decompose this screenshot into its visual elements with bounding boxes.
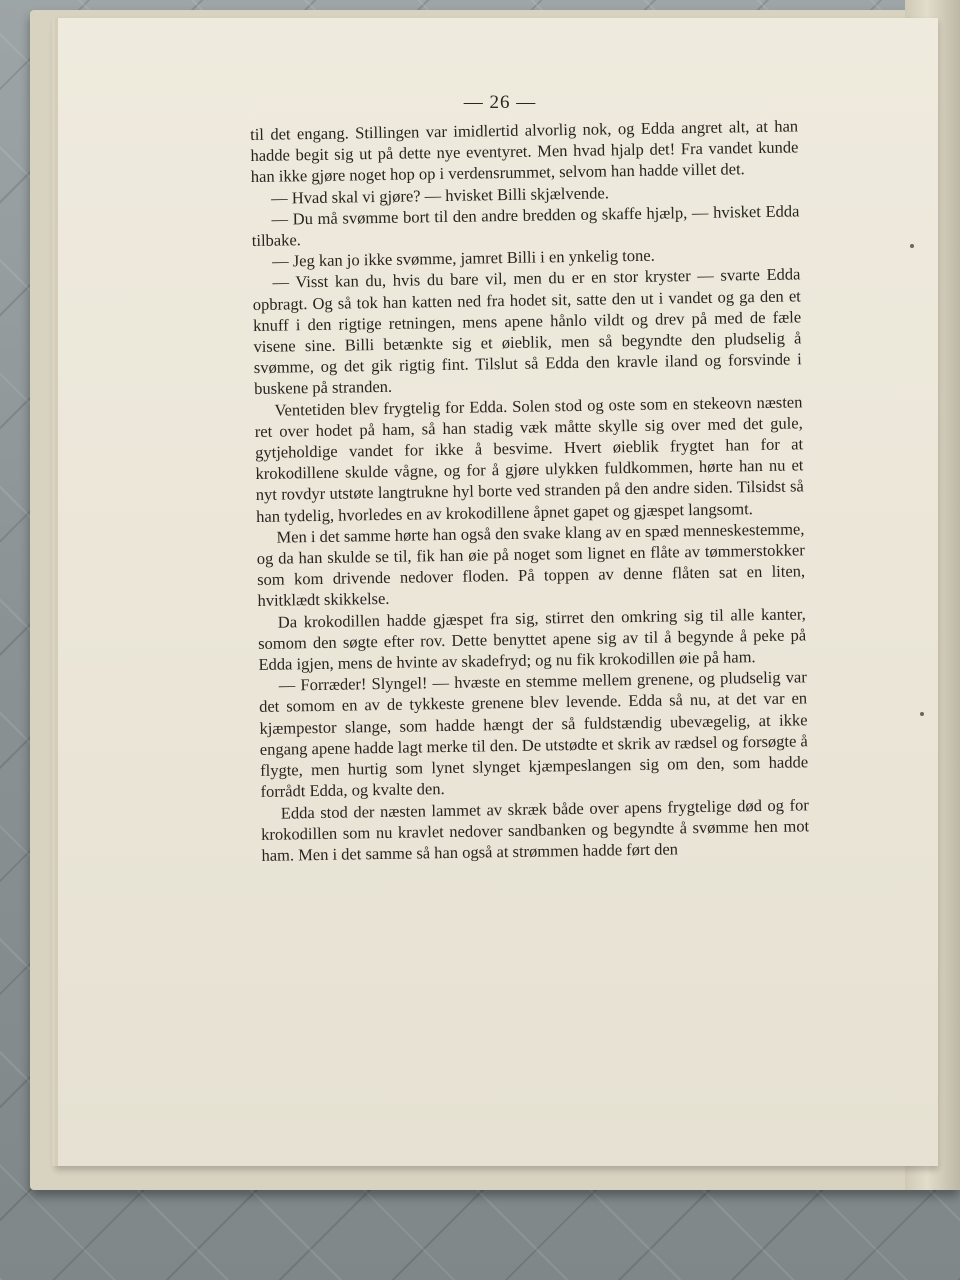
page-mark: [920, 712, 924, 716]
paragraph: — Du må svømme bort til den andre bredden og skaffe hjælp, — hvisket Edda tilbake.: [251, 201, 800, 251]
paragraph: Da krokodillen hadde gjæspet fra sig, stirret den omkring sig til alle kanter, somom den søgte efter rov. Dette benyttet apene sig av til å begynde å peke på Edda igjen, mens de hvinte av skadefryd; og nu fik krokodillen øie på ham.: [258, 604, 807, 675]
paragraph: — Forræder! Slyngel! — hvæste en stemme mellem grenene, og pludselig var det somom en av de tykkeste grenene blev levende. Edda så nu, at det var en kjæmpestor slange, som hadde hængt der så fuldstændig ubevægelig, at ikke engang apene hadde lagt merke til den. De utstødte et skrik av rædsel og forsøgte å flygte, men hurtig som lynet slynget kjæmpeslangen sig om den, som hadde forrådt Edda, og kvalte den.: [259, 667, 809, 802]
paragraph: — Hvad skal vi gjøre? — hvisket Billi skjælvende.: [271, 182, 610, 208]
body-text: [250, 115, 810, 866]
page-mark: [910, 244, 914, 248]
paragraph: til det engang. Stillingen var imidlertid alvorlig nok, og Edda angret alt, at han hadde begit sig ut på dette nye eventyret. Men hvad hjalp det! Fra vandet kunde han ikke gjøre noget hop op i verdensrummet, selvom han hadde villet det.: [250, 116, 799, 187]
page-number: — 26 —: [463, 92, 537, 113]
paragraph: Ventetiden blev frygtelig for Edda. Solen stod og oste som en stekeovn næsten ret over hodet på ham, så han stadig væk måtte skylle sig over med det gule, gytjeholdige vandet for ikke å besvime. Hvert øieblik frygtet han for at krokodillene skulde vågne, og for å gjøre ulykken fuldkommen, hørte han nu et nyt rovdyr utstøte langtrukne hyl borte ved stranden på den andre siden. Tilsidst så han tydelig, hvorledes en av krokodillene åpnet gapet og gjæspet langsomt.: [254, 391, 804, 526]
paragraph: — Jeg kan jo ikke svømme, jamret Billi i en ynkelig tone.: [272, 245, 655, 271]
paragraph: Men i det samme hørte han også den svake klang av en spæd menneskestemme, og da han skulde se til, fik han øie på noget som lignet en flåte av tømmerstokker som kom drivende nedover floden. På toppen av denne flåten sat en liten, hvitklædt skikkelse.: [256, 519, 806, 611]
paragraph: — Visst kan du, hvis du bare vil, men du er en stor kryster — svarte Edda opbragt. Og så tok han katten ned fra hodet sit, satte den ut i vandet og ga den et knuff i den rigtige retningen, mens apene hånlo vildt og drev på med de fæle visene sine. Billi betænkte sig et øieblik, men så begyndte den pludselig å svømme, og det gik rigtig fint. Tilslut så Edda den kravle iland og forsvinde i buskene på stranden.: [252, 264, 802, 399]
paragraph: Edda stod der næsten lammet av skræk både over apens frygtelige død og for krokodillen som nu kravlet nedover sandbanken og begyndte å svømme hen mot ham. Men i det samme så han også at strømmen hadde ført den: [261, 794, 810, 865]
